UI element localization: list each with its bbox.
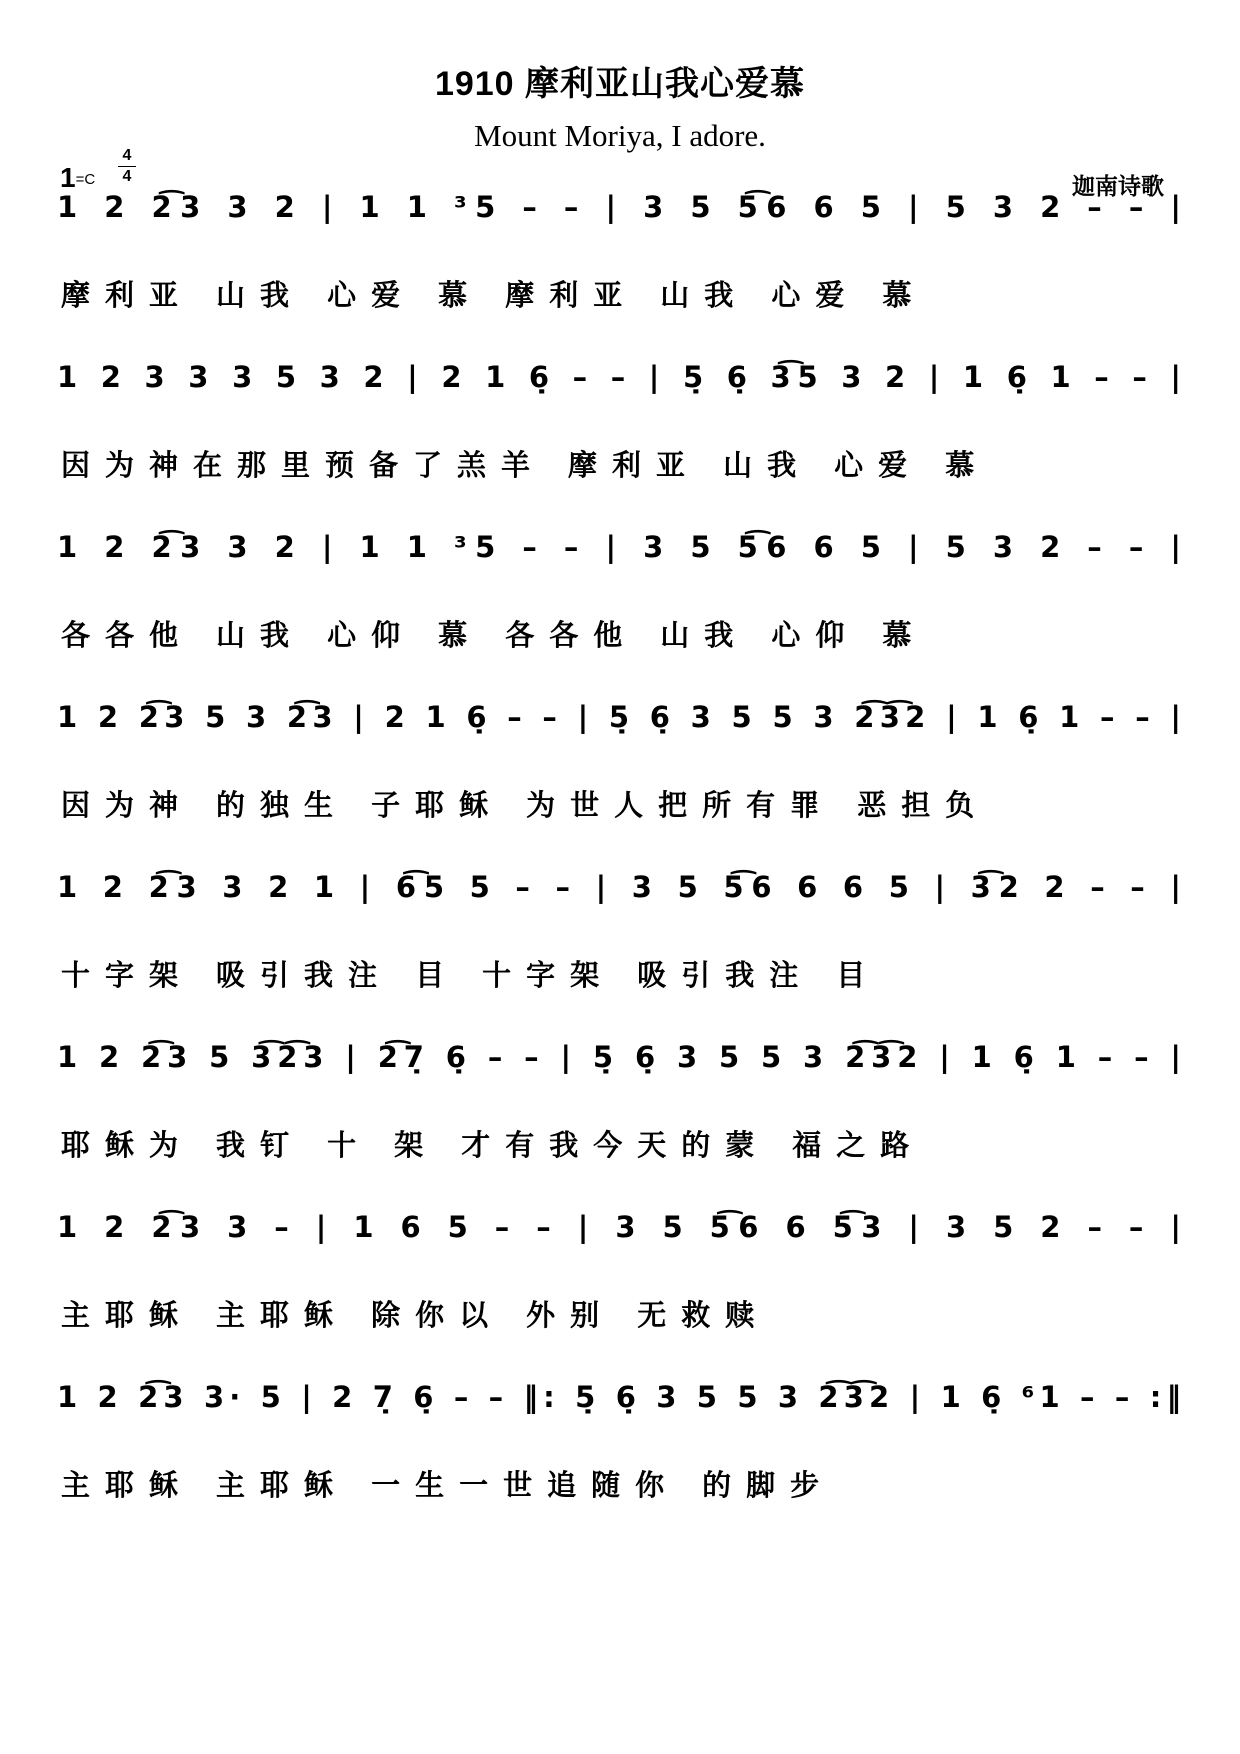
time-bottom: 4 <box>122 168 132 185</box>
time-top: 4 <box>122 147 132 164</box>
composer-credit: 迦南诗歌 <box>1072 173 1164 199</box>
key-note: 1 <box>60 162 76 193</box>
notation-text: 1 2 2͡3 5 3 2͡3 | 2 1 6̣ – – | 5̣ 6̣ 3 5 5 3 2͡3͡2 | 1 6̣ 1 – – | <box>57 700 1181 734</box>
notation-row <box>55 695 1185 765</box>
notation-text: 1 2 2͡3 3 2 1 | 6͡5 5 – – | 3 5 5͡6 6 6 5 | 3͡2 2 – – | <box>57 870 1182 904</box>
time-signature <box>116 146 138 187</box>
key-equals: =C <box>75 171 96 189</box>
lyrics-row: 各各他 山我 心仰 慕 各各他 山我 心仰 慕 <box>61 620 927 652</box>
song-subtitle: Mount Moriya, I adore. <box>474 118 766 153</box>
notation-svg <box>55 695 1185 765</box>
lyrics-row: 主耶稣 主耶稣 除你以 外别 无救赎 <box>61 1300 770 1332</box>
notation-row <box>55 865 1185 935</box>
lyrics-row: 因为神 的独生 子耶稣 为世人把所有罪 恶担负 <box>61 790 990 822</box>
notation-row <box>55 355 1185 425</box>
notation-text: 1 2 2͡3 5 3͡2͡3 | 2͡7̣ 6̣ – – | 5̣ 6̣ 3 5 5 3 2͡3͡2 | 1 6̣ 1 – – | <box>57 1040 1181 1074</box>
notation-text: 1 2 2͡3 3· 5 | 2 7̣ 6̣ – – ‖: 5̣ 6̣ 3 5 5 3 2͡3͡2 | 1 6̣ ⁶1 – – :‖ <box>57 1380 1182 1414</box>
notation-svg <box>55 355 1185 425</box>
lyrics-row: 十字架 吸引我注 目 十字架 吸引我注 目 <box>61 960 881 992</box>
lyrics-row: 耶稣为 我钉 十 架 才有我今天的蒙 福之路 <box>61 1130 925 1162</box>
notation-text: 1 2 2͡3 3 – | 1 6 5 – – | 3 5 5͡6 6 5͡3 | 3 5 2 – – | <box>57 1210 1181 1244</box>
notation-row <box>55 525 1185 595</box>
notation-svg <box>55 1035 1185 1105</box>
notation-row <box>55 185 1185 255</box>
notation-svg <box>55 865 1185 935</box>
notation-svg <box>55 525 1185 595</box>
notation-row <box>55 1205 1185 1275</box>
notation-text: 1 2 2͡3 3 2 | 1 1 ³5 – – | 3 5 5͡6 6 5 | 5 3 2 – – | <box>57 190 1182 224</box>
notation-svg <box>55 1375 1185 1445</box>
song-title: 1910 摩利亚山我心爱慕 <box>434 65 806 103</box>
notation-text: 1 2 2͡3 3 2 | 1 1 ³5 – – | 3 5 5͡6 6 5 | 5 3 2 – – | <box>57 530 1182 564</box>
lyrics-row: 因为神在那里预备了羔羊 摩利亚 山我 心爱 慕 <box>61 450 990 482</box>
lyrics-row: 摩利亚 山我 心爱 慕 摩利亚 山我 心爱 慕 <box>61 280 927 312</box>
notation-row <box>55 1375 1185 1445</box>
notation-text: 1 2 3 3 3 5 3 2 | 2 1 6̣ – – | 5̣ 6̣ 3͡5 3 2 | 1 6̣ 1 – – | <box>57 360 1181 394</box>
notation-svg <box>55 185 1185 255</box>
notation-row <box>55 1035 1185 1105</box>
lyrics-row: 主耶稣 主耶稣 一生一世追随你 的脚步 <box>61 1470 835 1502</box>
time-divider <box>118 166 136 167</box>
notation-svg <box>55 1205 1185 1275</box>
